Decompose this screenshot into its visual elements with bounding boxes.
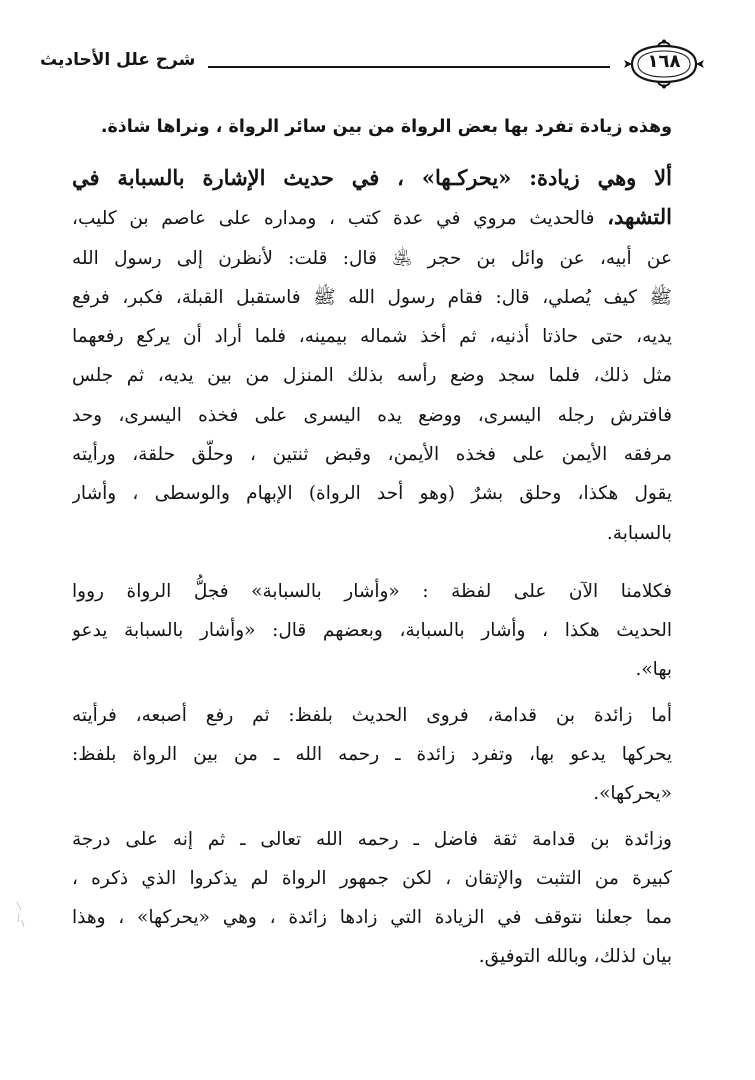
text-line: وهذه زيادة تفرد بها بعض الرواة من بين سائر الرواة ، ونراها شاذة. [100,117,672,137]
text-line: بالسبابة. [606,522,672,544]
text-line: عن أبيه، عن وائل بن حجر ﵁ قال: قلت: لأنظرن إلى رسول الله [72,247,672,269]
text-line: بيان لذلك، وبالله التوفيق. [478,946,672,967]
text-line [72,197,672,238]
text-line: يقول هكذا، وحلق بشرٌ (وهو أحد الرواة) الإبهام والوسطى ، وأشار [72,483,672,505]
text-line: يحركها يدعو بها، وتفرد زائدة ـ رحمه الله ـ من بين الرواة بلفظ: [72,744,672,765]
text-line: ﷺ كيف يُصلي، قال: فقام رسول الله ﷺ فاستقبل القبلة، فكبر، فرفع [72,286,672,308]
paragraph-hadith [72,158,672,553]
text-line: «يحركها». [593,783,672,804]
text-line: يديه، حتى حاذتا أذنيه، ثم أخذ شماله بيمينه، فلما أراد أن يركع رفعهما [72,326,672,348]
text-line: فكلامنا الآن على لفظة : «وأشار بالسبابة» فجلُّ الرواة رووا [72,581,672,602]
text-line: ألا وهي زيادة: «يحركـها» ، في حديث الإشارة بالسبابة في [72,165,672,190]
paragraph-discussion [72,572,672,689]
scan-speck-mark [14,900,28,930]
text-line: مرفقه الأيمن على فخذه الأيمن، وقبض ثنتين ، وحلّق حلقة، ورأيته [72,444,672,466]
header-rule [208,66,610,68]
text-line: فافترش رجله اليسرى، ووضع يده اليسرى على فخذه اليسرى، وحد [72,404,672,426]
text-line: أما زائدة بن قدامة، فروى الحديث بلفظ: ثم رفع أصبعه، فرأيته [72,705,672,726]
text-line: مثل ذلك، فلما سجد وضع رأسه بذلك المنزل من بين يديه، ثم جلس [72,365,672,387]
text-line: بها». [635,659,672,680]
page-number-ornament [618,38,710,90]
page-header [40,38,710,90]
page-number: ١٦٨ [647,51,681,72]
intro-paragraph [72,112,672,142]
running-title: شرح علل الأحاديث [40,50,196,70]
paragraph-conclusion [72,820,672,976]
text-line: الحديث هكذا ، وأشار بالسبابة، وبعضهم قال: «وأشار بالسبابة يدعو [72,620,672,641]
text-line: كبيرة من التثبت والإتقان ، لكن جمهور الرواة لم يذكروا الذي ذكره ، [72,868,672,889]
bold-term: التشهد، [607,204,672,230]
text-span: فالحديث مروي في عدة كتب ، ومداره على عاصم بن كليب، [72,208,595,230]
paragraph-zaida [72,696,672,813]
text-line: مما جعلنا نتوقف في الزيادة التي زادها زائدة ، وهي «يحركها» ، وهذا [72,907,672,928]
text-line: وزائدة بن قدامة ثقة فاضل ـ رحمه الله تعالى ـ ثم إنه على درجة [72,829,672,850]
